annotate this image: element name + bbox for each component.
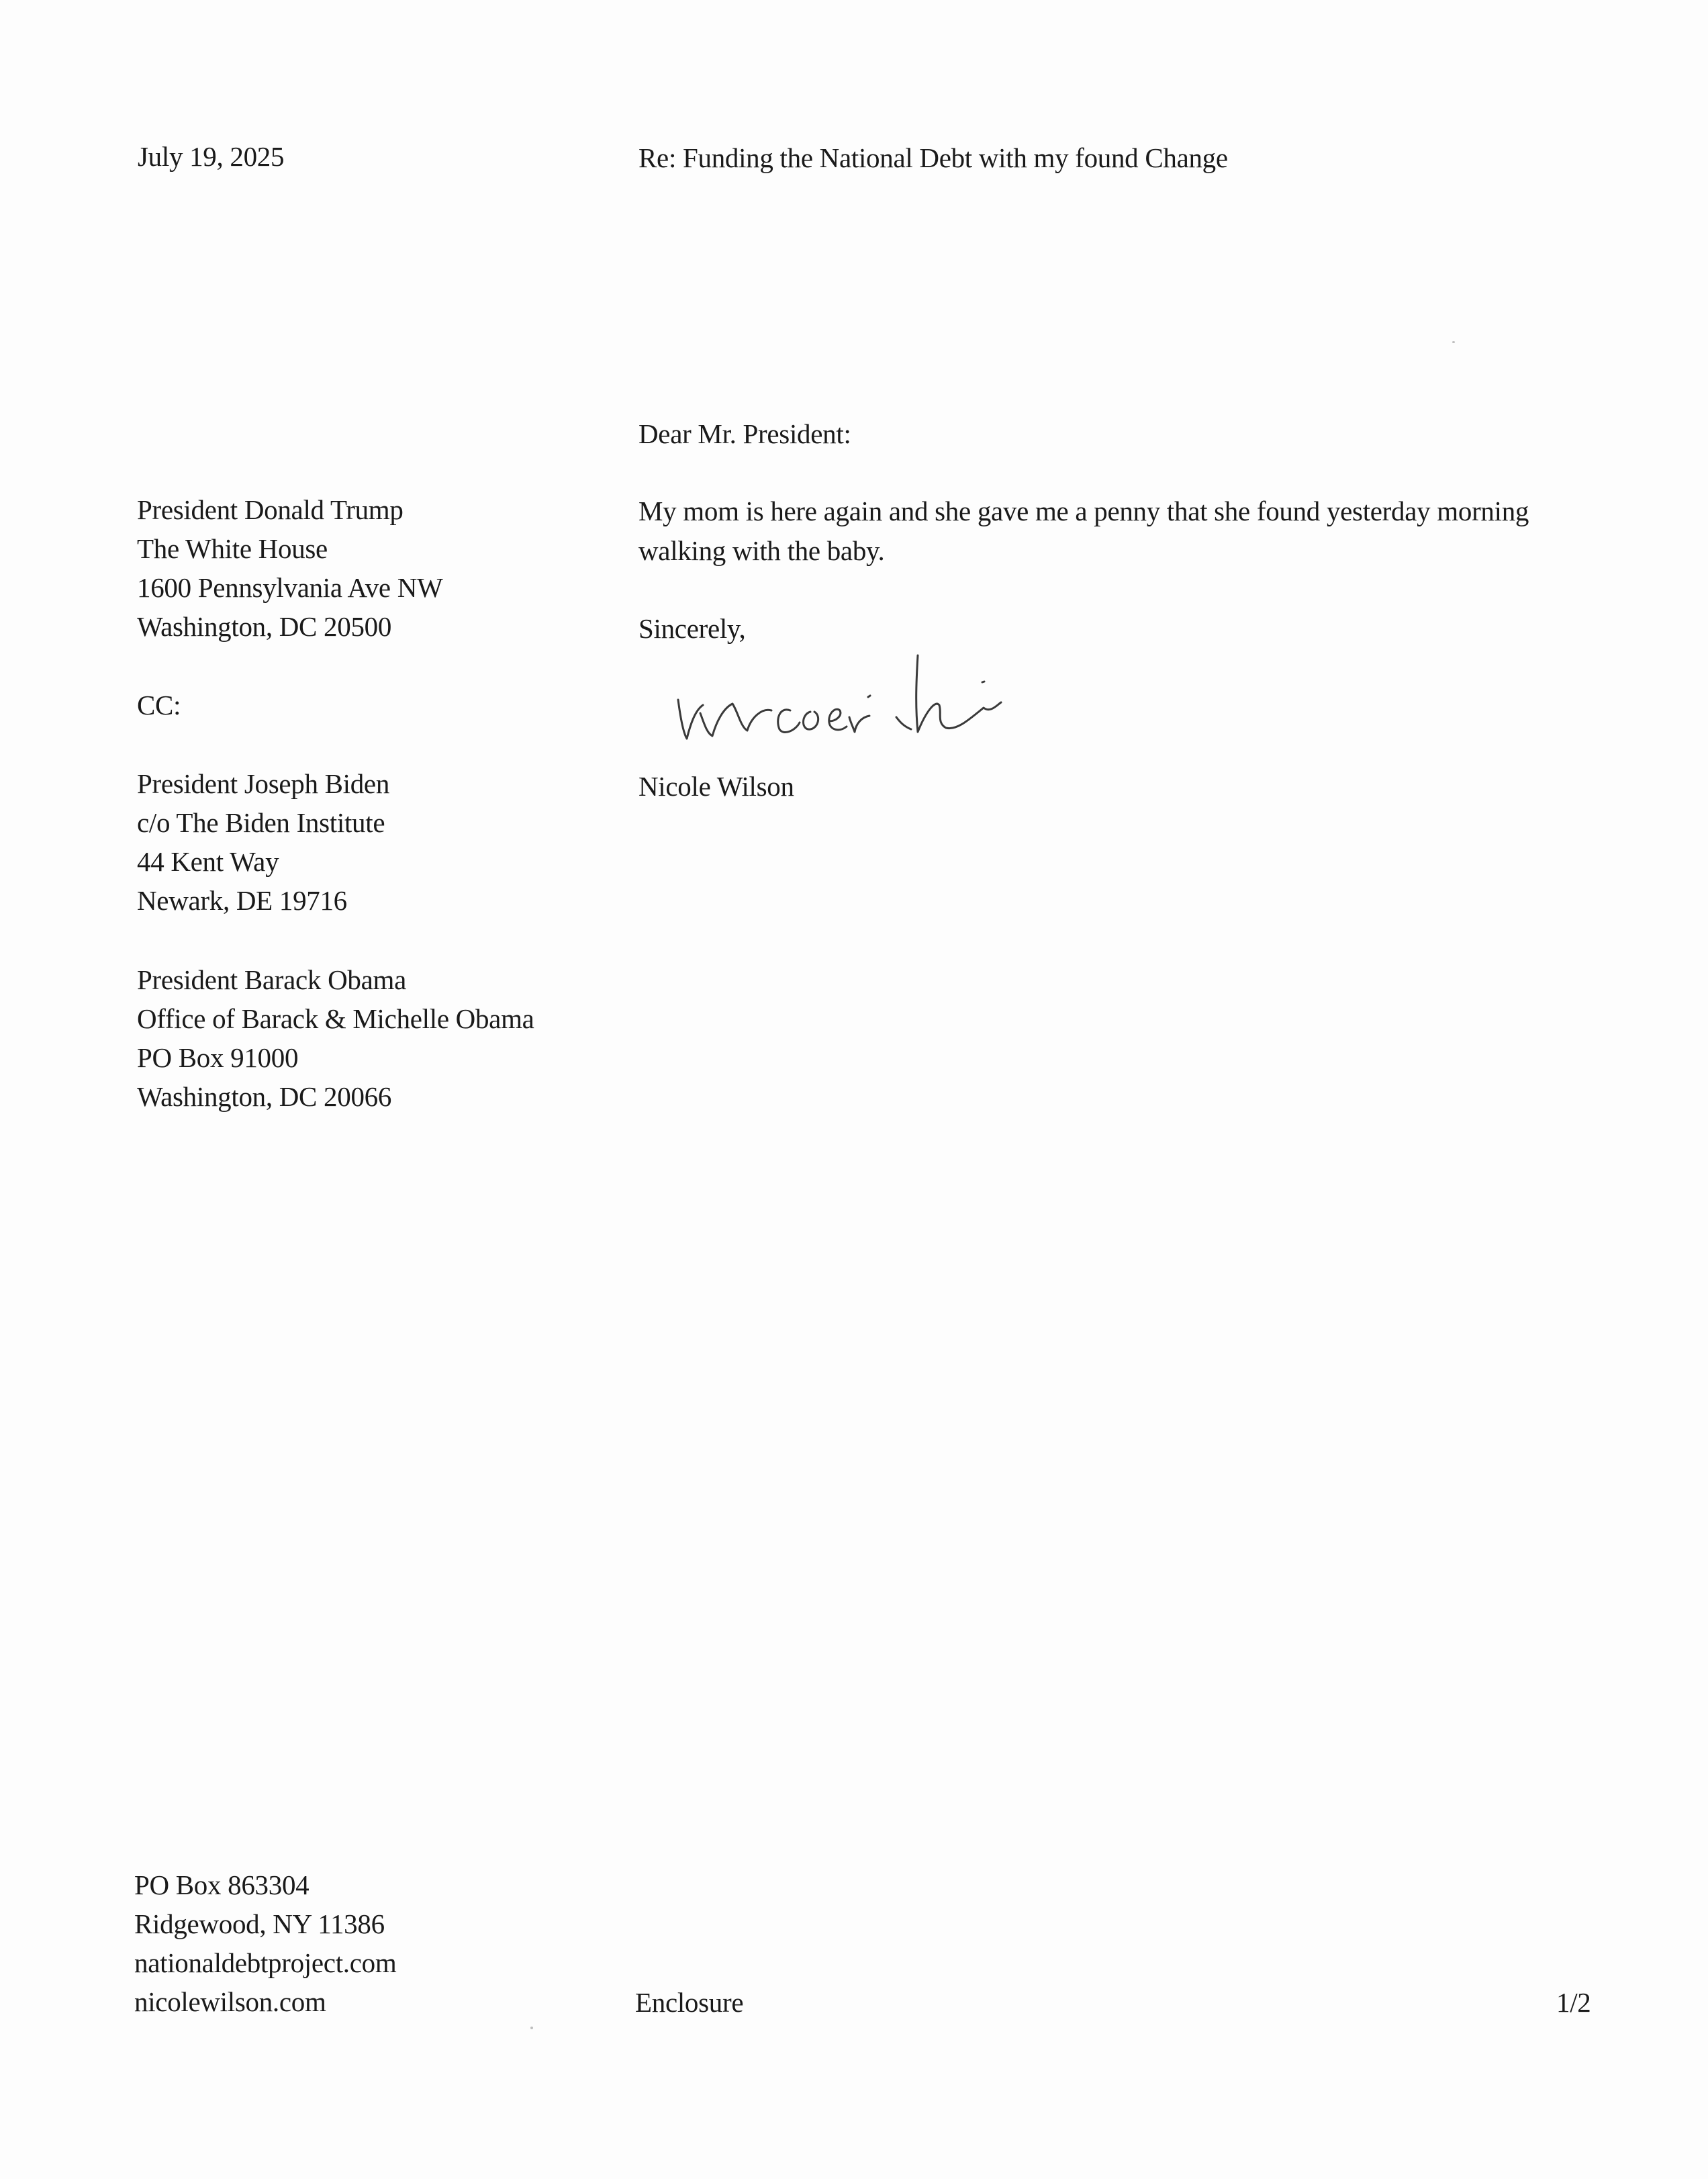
cc-address-line: Newark, DE 19716 <box>137 885 347 916</box>
enclosure-note: Enclosure <box>635 1987 744 2018</box>
sender-address-line: Ridgewood, NY 11386 <box>134 1908 385 1939</box>
cc-label: CC: <box>137 690 181 721</box>
letter-body: My mom is here again and she gave me a penny that she found yesterday morning walking with the baby. <box>638 496 1529 566</box>
cc-address-line: PO Box 91000 <box>137 1042 299 1073</box>
sender-website-link[interactable]: nicolewilson.com <box>134 1986 326 2017</box>
sender-website-link[interactable]: nationaldebtproject.com <box>134 1947 397 1978</box>
handwritten-signature <box>668 638 1010 752</box>
letter-subject: Re: Funding the National Debt with my found Change <box>638 142 1228 173</box>
cc-address-line: Office of Barack & Michelle Obama <box>137 1003 534 1034</box>
sender-address-line: PO Box 863304 <box>134 1869 310 1900</box>
salutation: Dear Mr. President: <box>638 418 851 449</box>
cc-address-line: Washington, DC 20066 <box>137 1081 392 1112</box>
closing: Sincerely, <box>638 613 746 644</box>
letter-date: July 19, 2025 <box>138 141 285 172</box>
scan-speck <box>530 2027 533 2029</box>
recipient-address-line: President Donald Trump <box>137 494 404 525</box>
recipient-address-line: Washington, DC 20500 <box>137 611 392 642</box>
recipient-address <box>137 490 443 646</box>
sender-address <box>134 1865 396 2021</box>
cc-address-line: President Joseph Biden <box>137 768 390 799</box>
cc-address-obama <box>137 960 534 1116</box>
cc-address-biden <box>137 764 389 920</box>
cc-address-line: President Barack Obama <box>137 964 406 995</box>
recipient-address-line: The White House <box>137 533 328 564</box>
recipient-address-line: 1600 Pennsylvania Ave NW <box>137 572 443 603</box>
signer-name: Nicole Wilson <box>638 771 794 802</box>
page-number: 1/2 <box>1556 1987 1591 2018</box>
cc-address-line: 44 Kent Way <box>137 846 279 877</box>
cc-address-line: c/o The Biden Institute <box>137 807 385 838</box>
scan-speck <box>1452 341 1455 343</box>
